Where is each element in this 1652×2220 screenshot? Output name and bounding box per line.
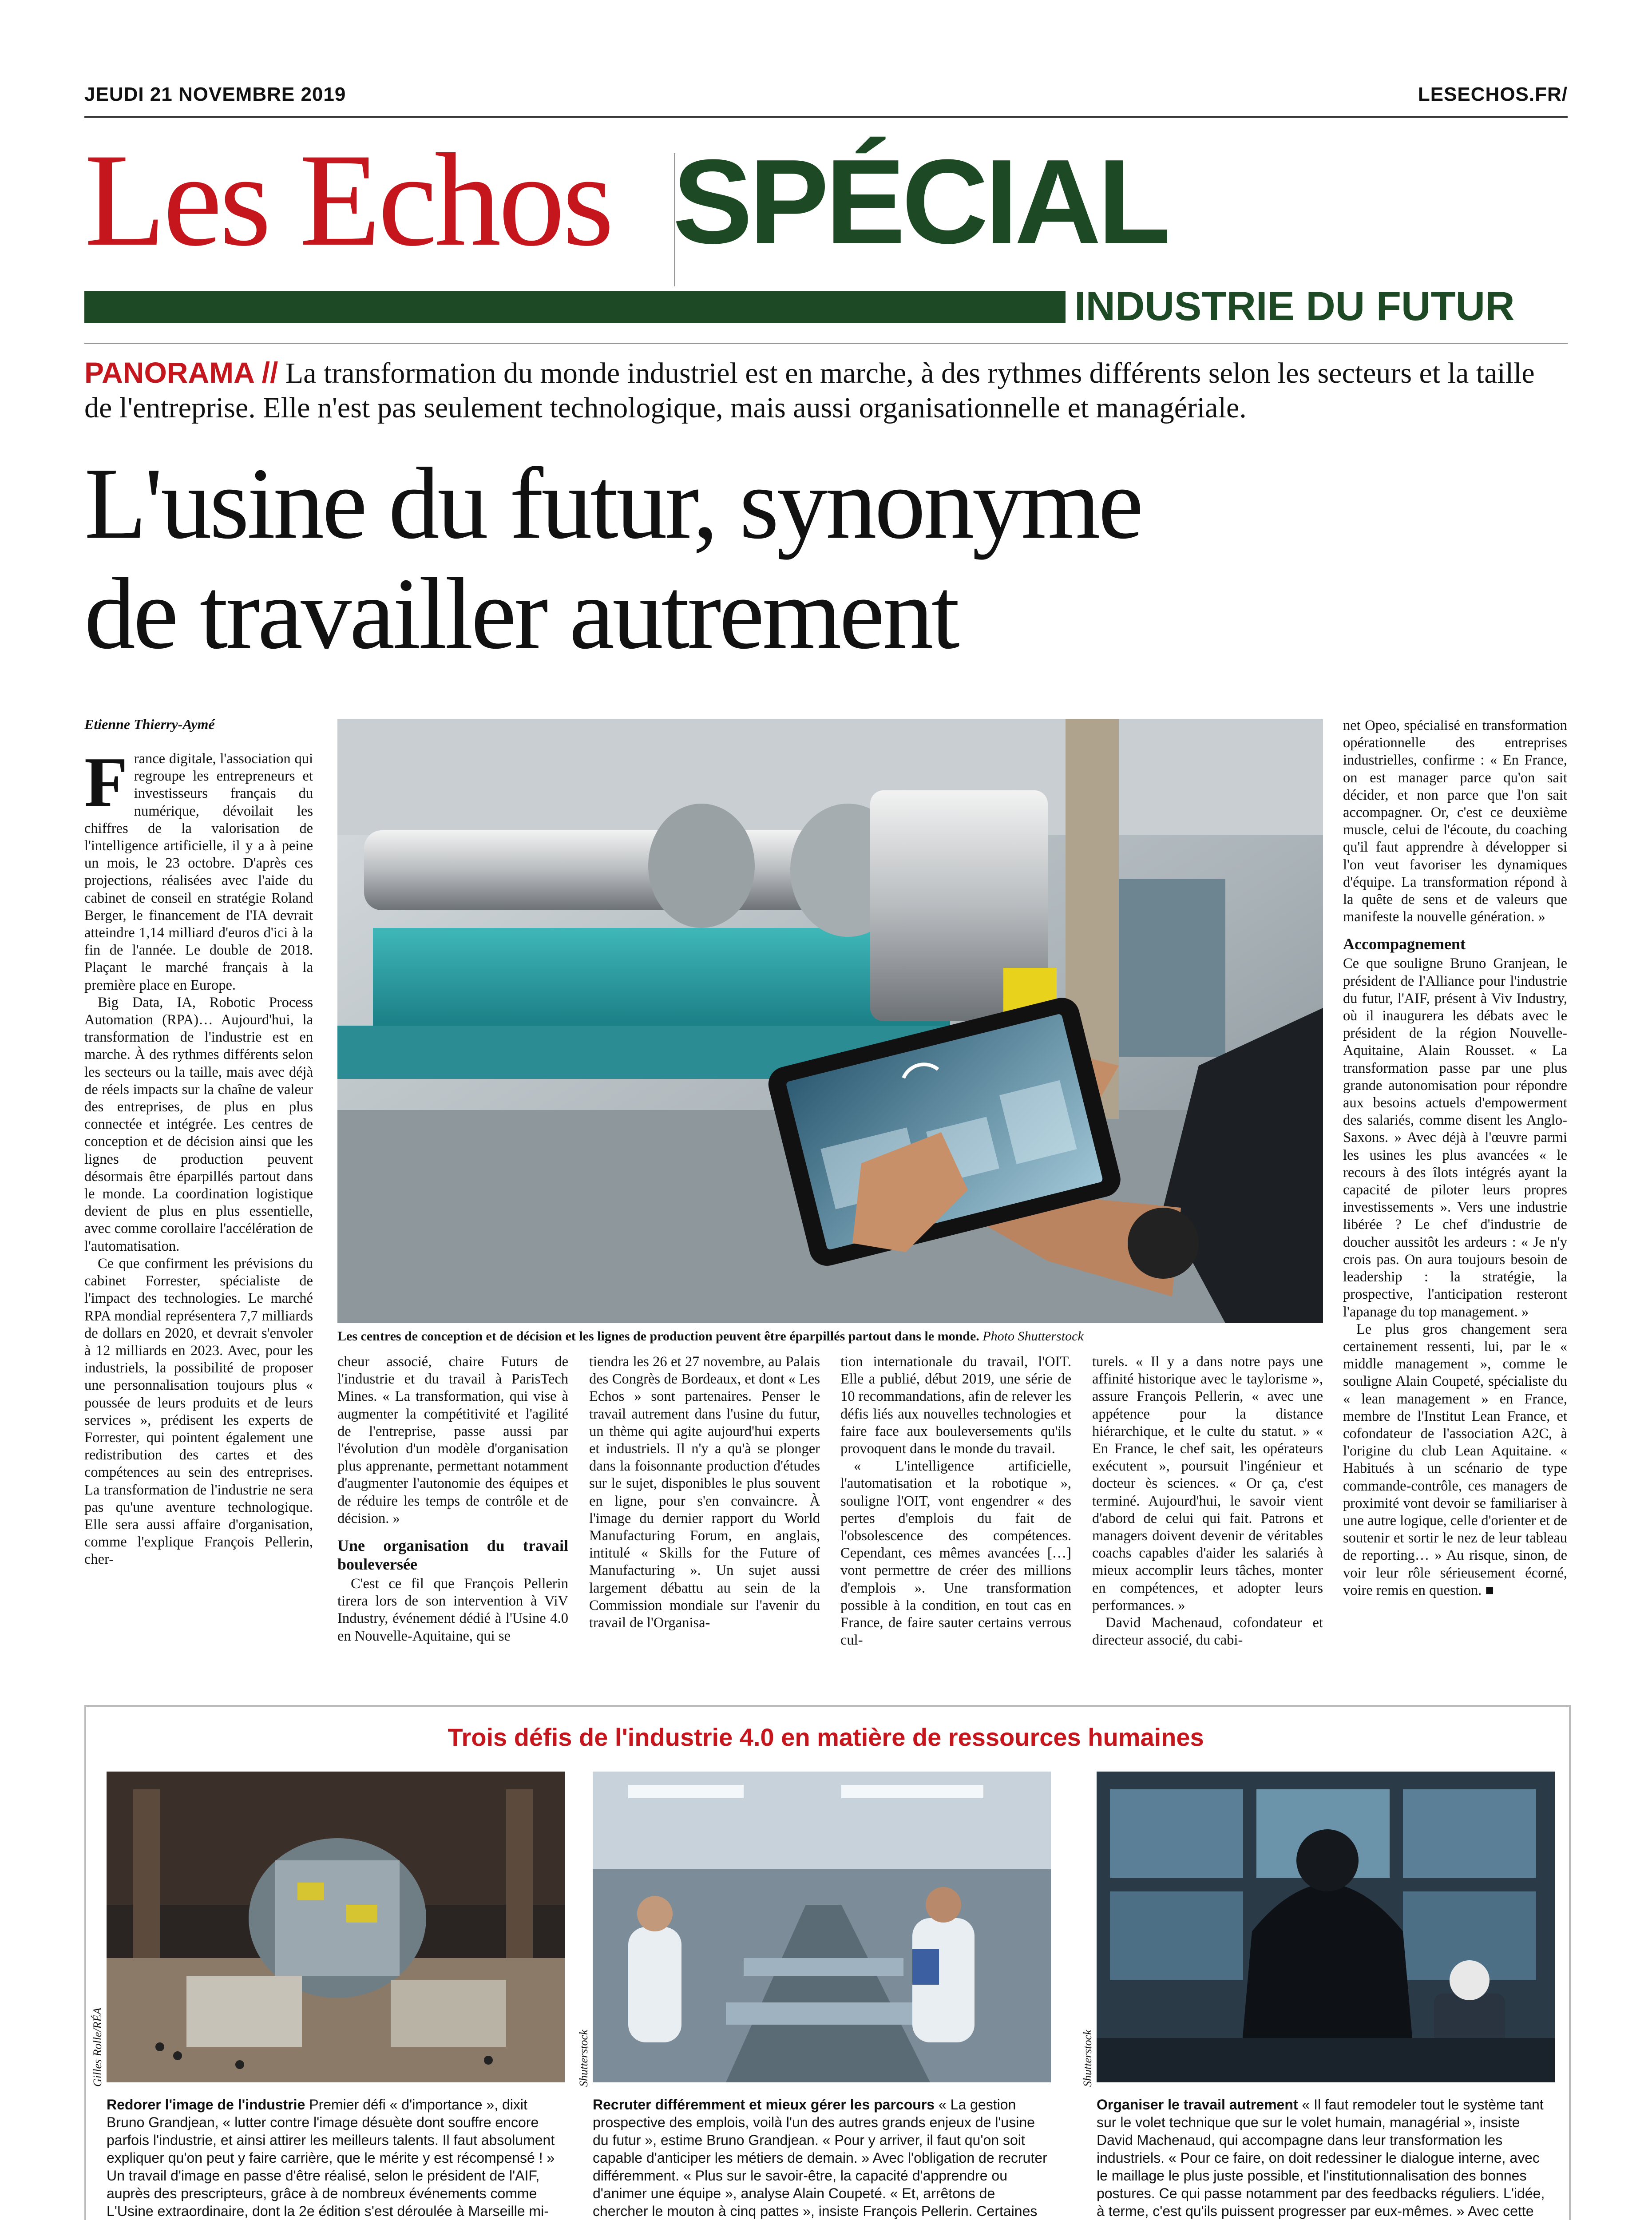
control-room-illustration: [1097, 1772, 1555, 2082]
deck-kicker: PANORAMA //: [84, 356, 278, 389]
box-item-text: Premier défi « d'importance », dixit Bruno Grandjean, « lutter contre l'image désuète dont souffre encore parfois l'industrie, et ainsi attirer les meilleurs talents. Il faut absolument expliquer qu'on peut y faire carrière, que le mérite y est récompensé ! » Un travail d'image en passe d'être réalisé, selon le président de l'AIF, auprès des prescripteurs, grâce à de nombreux événements comme L'Usine extraordinaire, dont la 2e édition s'est déroulée à Marseille mi-: [107, 2097, 555, 2219]
caption-text: Les centres de conception et de décision et les lignes de production peuvent être éparpillés partout dans le monde.: [337, 1329, 979, 1344]
header-rule: [84, 343, 1568, 344]
exhibition-hall-illustration: [107, 1772, 565, 2082]
box-item-1: [107, 2096, 564, 2220]
photo-caption: [337, 1328, 1323, 1344]
box-photo-2-credit: Shutterstock: [577, 2030, 590, 2087]
factory-tablet-illustration: [337, 719, 1323, 1323]
box-item-2: [593, 2096, 1050, 2220]
headline: [84, 448, 1567, 669]
drop-cap: F: [84, 742, 128, 821]
box-item-text: « La gestion prospective des emplois, voilà l'un des autres grands enjeux de l'usine du futur », estime Bruno Grandjean. « Pour y arriver, il faut qu'on soit capable d'anticiper les métiers de demain. » Avec l'obligation de recruter différemment. « Plus sur le savoir-être, la capacité d'apprendre ou d'animer une équipe », analyse Alain Coupeté. « Et, arrêtons de chercher le mouton à cinq pattes », insiste François Pellerin. Certaines: [593, 2097, 1047, 2219]
box-item-heading: Organiser le travail autrement: [1097, 2097, 1298, 2113]
assembly-line-illustration: [593, 1772, 1051, 2082]
paragraph: Big Data, IA, Robotic Process Automation (RPA)… Aujourd'hui, la transformation de l'industrie est en marche. À des rythmes différents selon les secteurs ou la taille, mais avec déjà de réels impacts sur la chaîne de valeur des entreprises, de plus en plus connectée et intégrée. Les centres de conception et de décision ainsi que les lignes de production peuvent désormais être éparpillés partout dans le monde. La coordination logistique devient de plus en plus essentielle, avec comme corollaire l'accélération de l'automatisation.: [84, 994, 313, 1254]
article-column-5: [1092, 1353, 1323, 1649]
subheading: Accompagnement: [1343, 935, 1466, 953]
article-column-1: [84, 742, 313, 1569]
subheading: Une organisation du travail bouleversée: [337, 1537, 568, 1574]
box-photo-2: [593, 1772, 1051, 2082]
article-column-2: [337, 1353, 568, 1645]
box-item-heading: Recruter différemment et mieux gérer les parcours: [593, 2097, 935, 2113]
box-item-heading: Redorer l'image de l'industrie: [107, 2097, 305, 2113]
article-column-6: [1343, 717, 1567, 1599]
paragraph: « L'intelligence artificielle, l'automatisation et la robotique », souligne l'OIT, vont engendrer « des pertes d'emplois du fait de l'obsolescence des compétences. Cependant, ces mêmes avancées […] vont permettre de créer des millions d'emplois ». Une transformation possible à la condition, en tout cas en France, de faire sauter certains verrous cul-: [840, 1458, 1071, 1649]
paragraph: net Opeo, spécialisé en transformation opérationnelle des entreprises industrielles, confirme : « En France, on est manager parce qu'on sait décider, et non parce que l'on sait accompagner. Or, c'est ce deuxième muscle, celui de l'écoute, du coaching qu'il faut apprendre à développer si l'on veut favoriser les dynamiques d'équipe. La transformation répond à la quête de sens et de valeurs que manifeste la nouvelle génération. »: [1343, 718, 1567, 925]
top-rule: [84, 116, 1568, 118]
deck-text: La transformation du monde industriel est en marche, à des rythmes différents selon les secteurs et la taille de l'entreprise. Elle n'est pas seulement technologique, mais aussi organisationnelle et managériale.: [84, 357, 1535, 424]
special-label: SPÉCIAL: [673, 135, 1168, 269]
paragraph: rance digitale, l'association qui regroupe les entrepreneurs et investisseurs français du numérique, dévoilait les chiffres de la valorisation de l'intelligence artificielle, il y a à peine un mois, le 23 octobre. D'après ces projections, réalisées avec l'aide du cabinet de conseil en stratégie Roland Berger, le financement de l'IA devrait atteindre 1,14 milliard d'euros d'ici à la fin de l'année. Le double de 2018. Plaçant le marché français à la première place en Europe.: [84, 751, 313, 993]
section-bar: [84, 291, 1066, 323]
paragraph: tiendra les 26 et 27 novembre, au Palais des Congrès de Bordeaux, et dont « Les Echos » sont partenaires. Penser le travail autrement dans l'usine du futur, un thème qui agite aujourd'hui experts et industriels. Il n'y a qu'à se plonger dans la foisonnante production d'études sur le sujet, disponibles le plus souvent en ligne, pour s'en convaincre. À l'image du dernier rapport du World Manufacturing Forum, en anglais, intitulé « Skills for the Future of Manufacturing ». Un sujet aussi largement débattu au sein de la Commission mondiale sur l'avenir du travail de l'Organisa-: [589, 1354, 820, 1631]
paragraph: tion internationale du travail, l'OIT. Elle a publié, début 2019, une série de 10 recommandations, afin de relever les défis liés aux nouvelles technologies et faire face aux bouleversements qu'ils provoquent dans le monde du travail.: [840, 1354, 1071, 1457]
paragraph: Ce que confirment les prévisions du cabinet Forrester, spécialiste de l'impact des technologies. Le marché RPA mondial représentera 7,7 milliards de dollars en 2020, et devrait s'envoler à 12 milliards en 2023. Avec, pour les industriels, la possibilité de proposer une personnalisation toujours plus « poussée de leurs produits et de leurs services », prédisent les experts de Forrester, qui pointent également une redistribution des cartes et des compétences au sein des entreprises. La transformation de l'industrie ne sera pas qu'une aventure technologique. Elle sera aussi affaire d'organisation, comme l'explique François Pellerin, cher-: [84, 1255, 313, 1568]
main-photo: [337, 719, 1323, 1323]
box-item-3: [1097, 2096, 1554, 2220]
box-photo-3-credit: Shutterstock: [1081, 2030, 1094, 2087]
issue-date: JEUDI 21 NOVEMBRE 2019: [84, 83, 346, 105]
article-deck: [84, 355, 1567, 425]
box-photo-1-credit: Gilles Rolle/RÉA: [91, 2007, 104, 2087]
box-photo-1: [107, 1772, 565, 2082]
article-column-3: [589, 1353, 820, 1632]
paragraph: turels. « Il y a dans notre pays une affinité historique avec le taylorisme », assure François Pellerin, « avec une appétence pour la distance hiérarchique, et le culte du statut. » « En France, le chef sait, les opérateurs exécutent », poursuit l'ingénieur et docteur ès sciences. « Or ça, c'est terminé. Aujourd'hui, le savoir vient d'abord de celui qui fait. Patrons et managers doivent devenir de véritables coachs capables d'aider les salariés à mieux accomplir leurs tâches, monter en compétences, et adopter leurs performances. »: [1092, 1354, 1323, 1613]
box-item-text: « Il faut remodeler tout le système tant sur le volet technique que sur le volet humain, managérial », insiste David Machenaud, qui accompagne dans leur transformation les industriels. « Pour ce faire, on doit redessiner le dialogue interne, avec le maillage le plus juste possible, et l'institutionnalisation des bonnes postures. Ce qui passe notamment par des feedbacks réguliers. L'idée, à terme, c'est qu'ils puissent progresser par eux-mêmes. » Avec cette: [1097, 2097, 1545, 2219]
paragraph: David Machenaud, cofondateur et directeur associé, du cabi-: [1092, 1615, 1323, 1649]
paragraph: cheur associé, chaire Futurs de l'industrie et du travail à ParisTech Mines. « La transformation, qui vise à augmenter la compétitivité et l'agilité de l'entreprise, passe aussi par l'évolution d'un modèle d'organisation plus apprenante, permettant notamment d'augmenter l'autonomie des équipes et de réduire les temps de contrôle et de décision. »: [337, 1354, 568, 1526]
paragraph: C'est ce fil que François Pellerin tirera lors de son intervention à ViV Industry, événement dédié à l'Usine 4.0 en Nouvelle-Aquitaine, qui se: [337, 1576, 568, 1644]
box-title: Trois défis de l'industrie 4.0 en matière de ressources humaines: [448, 1723, 1204, 1751]
paragraph: Ce que souligne Bruno Granjean, le président de l'Alliance pour l'industrie du futur, l'AIF, présent à Viv Industry, où il inaugurera les débats avec le président de la région Nouvelle-Aquitaine, Alain Rousset. « La transformation passe par une plus grande autonomisation pour répondre aux besoins actuels d'empowerment des salariés, comme disent les Anglo-Saxons. » Avec déjà à l'œuvre parmi les usines les plus avancées « le recours à des îlots intégrés ayant la capacité de piloter leurs propres investissements ». Vers une industrie libérée ? Le chef d'industrie de doucher aussitôt les ardeurs : « Je n'y crois pas. On aura toujours besoin de leadership : la stratégie, la prospective, l'anticipation resteront l'apanage du top management. »: [1343, 955, 1567, 1320]
site-url[interactable]: LESECHOS.FR/: [1418, 83, 1568, 105]
byline: Etienne Thierry-Aymé: [84, 716, 215, 732]
brand-logo: Les Echos: [84, 126, 612, 274]
box-photo-3: [1097, 1772, 1555, 2082]
article-column-4: [840, 1353, 1071, 1649]
headline-line-1: L'usine du futur, synonyme: [84, 447, 1141, 560]
paragraph: Le plus gros changement sera certainement ressenti, lui, par le « middle management », comme le souligne Alain Coupeté, spécialiste du « lean management » en France, membre de l'Institut Lean France, et cofondateur de l'association A2C, à l'origine du club Lean Aquitaine. « Habitués à un scénario de type commande-contrôle, ces managers de proximité vont devoir se familiariser à une autre logique, celle d'orienter et de soutenir et sortir le nez de leur tableau de reporting… » Au risque, sinon, de voir leur rôle sérieusement écorné, voire remis en question. ■: [1343, 1321, 1567, 1598]
section-title: INDUSTRIE DU FUTUR: [1074, 284, 1515, 329]
caption-credit: Photo Shutterstock: [982, 1329, 1084, 1344]
headline-line-2: de travailler autrement: [84, 557, 958, 670]
